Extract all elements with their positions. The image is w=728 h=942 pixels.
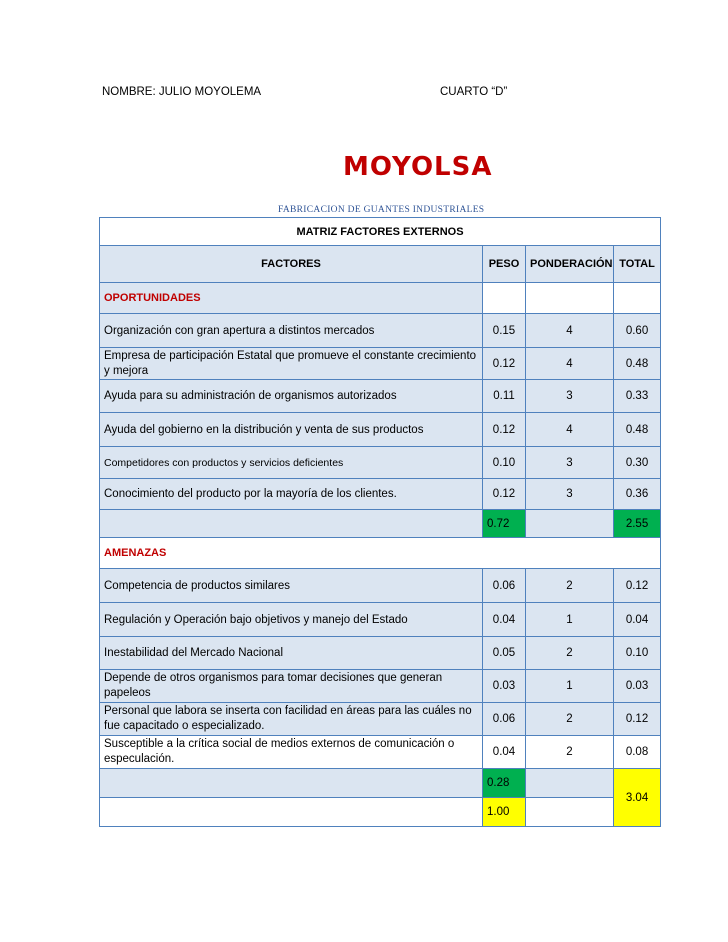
total-cell: 0.10: [614, 637, 661, 670]
rating-cell: 3: [526, 479, 614, 510]
student-name: NOMBRE: JULIO MOYOLEMA: [102, 86, 262, 98]
factor-cell: Competidores con productos y servicios deficientes: [100, 447, 483, 479]
header-factors: FACTORES: [100, 246, 483, 283]
rating-cell: 3: [526, 447, 614, 479]
total-cell: 0.30: [614, 447, 661, 479]
header-weight: PESO: [483, 246, 526, 283]
rating-cell: 2: [526, 736, 614, 769]
weight-cell: 0.04: [483, 603, 526, 637]
rating-cell: 4: [526, 314, 614, 348]
weight-cell: 0.04: [483, 736, 526, 769]
total-cell: 0.48: [614, 413, 661, 447]
weight-cell: 0.11: [483, 380, 526, 413]
table-row: [100, 380, 661, 413]
factor-cell: Organización con gran apertura a distintos mercados: [100, 314, 483, 348]
external-factors-matrix: [99, 217, 661, 827]
grand-total-weight: 1.00: [483, 798, 526, 827]
grand-total-row: [100, 798, 661, 827]
table-row: [100, 314, 661, 348]
total-cell: 0.08: [614, 736, 661, 769]
table-row: [100, 670, 661, 703]
total-cell: 0.03: [614, 670, 661, 703]
factor-cell: Ayuda para su administración de organismos autorizados: [100, 380, 483, 413]
factor-cell: Depende de otros organismos para tomar decisiones que generan papeleos: [100, 670, 483, 703]
factor-cell: Empresa de participación Estatal que promueve el constante crecimiento y mejora: [100, 348, 483, 380]
rating-cell: 2: [526, 637, 614, 670]
weight-cell: 0.12: [483, 348, 526, 380]
company-subtitle: FABRICACION DE GUANTES INDUSTRIALES: [278, 205, 485, 215]
matrix-title: MATRIZ FACTORES EXTERNOS: [100, 218, 661, 246]
total-cell: 0.12: [614, 703, 661, 736]
course-label: CUARTO “D”: [440, 86, 508, 98]
weight-cell: 0.12: [483, 413, 526, 447]
total-cell: 0.12: [614, 569, 661, 603]
header-total: TOTAL: [614, 246, 661, 283]
weight-cell: 0.05: [483, 637, 526, 670]
table-row: [100, 479, 661, 510]
rating-cell: 1: [526, 603, 614, 637]
total-cell: 0.33: [614, 380, 661, 413]
table-row: [100, 348, 661, 380]
weight-cell: 0.10: [483, 447, 526, 479]
grand-total-value: 3.04: [614, 769, 661, 827]
weight-cell: 0.03: [483, 670, 526, 703]
opportunities-weight-subtotal: 0.72: [483, 510, 526, 538]
factor-cell: Inestabilidad del Mercado Nacional: [100, 637, 483, 670]
total-cell: 0.04: [614, 603, 661, 637]
section-threats: AMENAZAS: [100, 538, 661, 569]
factor-cell: Personal que labora se inserta con facilidad en áreas para las cuáles no fue capacitado o especializado.: [100, 703, 483, 736]
table-row: [100, 447, 661, 479]
rating-cell: 4: [526, 413, 614, 447]
rating-cell: 1: [526, 670, 614, 703]
total-cell: 0.48: [614, 348, 661, 380]
weight-cell: 0.15: [483, 314, 526, 348]
company-logo-title: MOYOLSA: [343, 152, 493, 182]
threats-subtotal-row: [100, 769, 661, 798]
opportunities-total-subtotal: 2.55: [614, 510, 661, 538]
header-rating: PONDERACIÓN: [526, 246, 614, 283]
rating-cell: 2: [526, 569, 614, 603]
factor-cell: Competencia de productos similares: [100, 569, 483, 603]
weight-cell: 0.06: [483, 703, 526, 736]
total-cell: 0.36: [614, 479, 661, 510]
table-row: [100, 703, 661, 736]
weight-cell: 0.12: [483, 479, 526, 510]
threats-weight-subtotal: 0.28: [483, 769, 526, 798]
table-row: [100, 603, 661, 637]
factor-cell: Susceptible a la crítica social de medios externos de comunicación o especulación.: [100, 736, 483, 769]
opportunities-subtotal-row: [100, 510, 661, 538]
table-row: [100, 736, 661, 769]
table-row: [100, 569, 661, 603]
table-row: [100, 413, 661, 447]
rating-cell: 4: [526, 348, 614, 380]
total-cell: 0.60: [614, 314, 661, 348]
rating-cell: 2: [526, 703, 614, 736]
table-row: [100, 637, 661, 670]
factor-cell: Ayuda del gobierno en la distribución y venta de sus productos: [100, 413, 483, 447]
factor-cell: Conocimiento del producto por la mayoría de los clientes.: [100, 479, 483, 510]
rating-cell: 3: [526, 380, 614, 413]
factor-cell: Regulación y Operación bajo objetivos y manejo del Estado: [100, 603, 483, 637]
section-opportunities: OPORTUNIDADES: [100, 283, 483, 314]
weight-cell: 0.06: [483, 569, 526, 603]
